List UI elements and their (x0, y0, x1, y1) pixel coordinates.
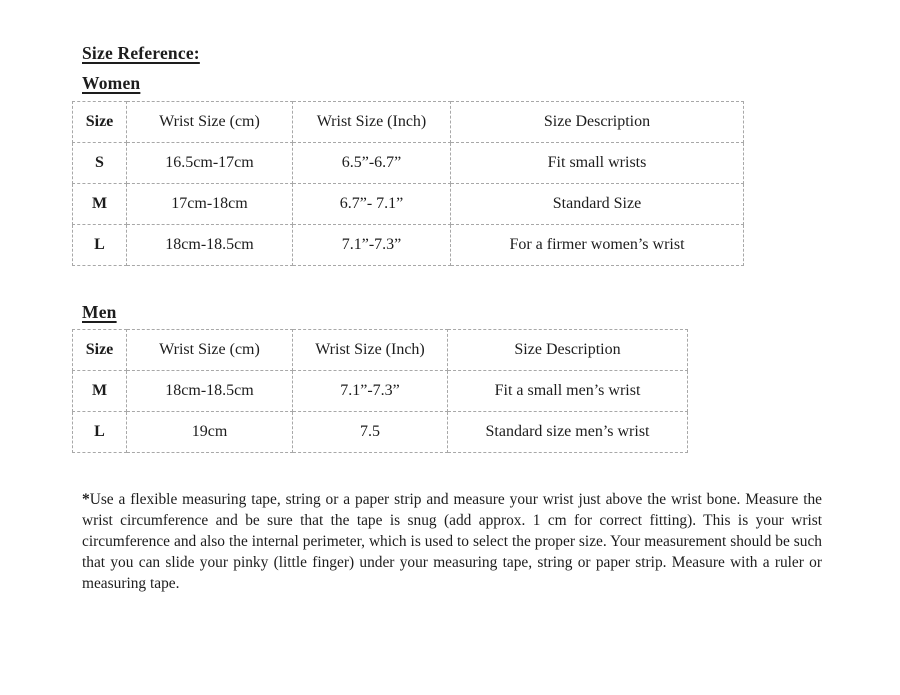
women-header-wrist-cm: Wrist Size (cm) (127, 102, 293, 143)
table-row (73, 412, 688, 453)
women-row-s-size: S (73, 143, 127, 184)
women-row-l-cm: 18cm-18.5cm (127, 225, 293, 266)
women-row-m-description: Standard Size (451, 184, 744, 225)
women-row-m-cm: 17cm-18cm (127, 184, 293, 225)
men-row-m-inch: 7.1”-7.3” (293, 371, 448, 412)
men-size-table (72, 329, 688, 453)
men-header-size: Size (73, 330, 127, 371)
footnote-asterisk: * (82, 491, 90, 508)
women-table-header-row (73, 102, 744, 143)
men-row-l-size: L (73, 412, 127, 453)
women-header-size: Size (73, 102, 127, 143)
table-row (73, 225, 744, 266)
men-row-m-cm: 18cm-18.5cm (127, 371, 293, 412)
footnote-text: Use a flexible measuring tape, string or a paper strip and measure your wrist just above the wrist bone. Measure the wrist circumference and be sure that the tape is snug (add approx. 1 cm for correct fitting). This is your wrist circumference and also the internal perimeter, which is used to select the proper size. Your measurement should be such that you can slide your pinky (little finger) under your measuring tape, string or paper strip. Measure with a ruler or measuring tape. (82, 491, 822, 592)
men-section-heading: Men (82, 302, 117, 322)
men-row-l-description: Standard size men’s wrist (448, 412, 688, 453)
women-header-description: Size Description (451, 102, 744, 143)
table-row (73, 184, 744, 225)
table-row (73, 371, 688, 412)
women-row-m-inch: 6.7”- 7.1” (293, 184, 451, 225)
measurement-instructions-note (82, 489, 822, 594)
women-row-s-cm: 16.5cm-17cm (127, 143, 293, 184)
women-row-s-description: Fit small wrists (451, 143, 744, 184)
men-row-m-size: M (73, 371, 127, 412)
men-row-m-description: Fit a small men’s wrist (448, 371, 688, 412)
men-header-wrist-cm: Wrist Size (cm) (127, 330, 293, 371)
men-header-description: Size Description (448, 330, 688, 371)
page-title: Size Reference: (82, 43, 200, 63)
women-row-m-size: M (73, 184, 127, 225)
women-row-l-inch: 7.1”-7.3” (293, 225, 451, 266)
men-header-wrist-inch: Wrist Size (Inch) (293, 330, 448, 371)
men-table-header-row (73, 330, 688, 371)
women-row-l-size: L (73, 225, 127, 266)
table-row (73, 143, 744, 184)
men-row-l-cm: 19cm (127, 412, 293, 453)
women-section-heading: Women (82, 73, 141, 93)
women-size-table (72, 101, 744, 266)
women-row-l-description: For a firmer women’s wrist (451, 225, 744, 266)
women-header-wrist-inch: Wrist Size (Inch) (293, 102, 451, 143)
women-row-s-inch: 6.5”-6.7” (293, 143, 451, 184)
men-row-l-inch: 7.5 (293, 412, 448, 453)
